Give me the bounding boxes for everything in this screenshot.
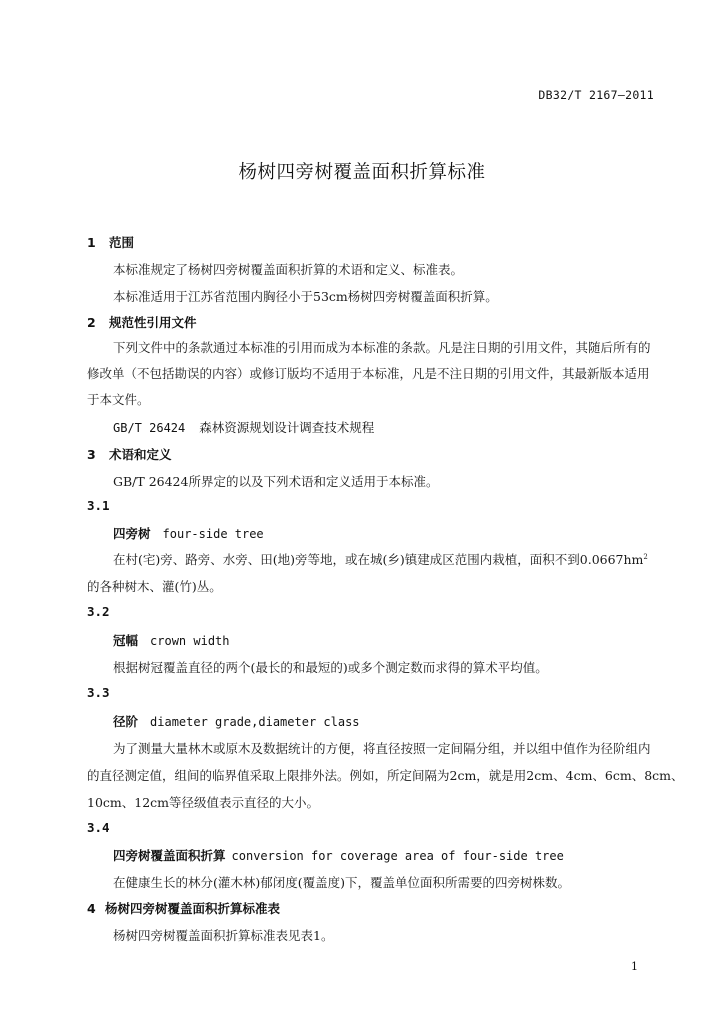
reference-title: 森林资源规划设计调查技术规程	[199, 420, 375, 435]
section-number: 4	[87, 901, 96, 916]
reference-code: GB/T 26424	[113, 421, 186, 435]
term-entry	[113, 846, 564, 864]
section-number: 3	[87, 447, 96, 462]
section-title: 规范性引用文件	[109, 315, 197, 330]
clause-number: 3.3	[87, 685, 110, 700]
section-title: 术语和定义	[109, 447, 172, 462]
clause-number: 3.1	[87, 498, 110, 513]
paragraph-line: 修改单（不包括勘误的内容）或修订版均不适用于本标准，凡是不注日期的引用文件，其最新版本适用	[87, 366, 650, 381]
term-english: crown width	[150, 634, 230, 648]
section-number: 1	[87, 235, 96, 250]
document-title: 杨树四旁树覆盖面积折算标准	[238, 162, 486, 183]
term-entry	[113, 712, 360, 730]
definition-line: 的各种树木、灌(竹)丛。	[87, 579, 222, 594]
term-chinese: 四旁树	[113, 526, 151, 541]
definition-line: 为了测量大量林木或原木及数据统计的方便，将直径按照一定间隔分组，并以组中值作为径阶组内	[113, 741, 651, 756]
definition-line: 根据树冠覆盖直径的两个(最长的和最短的)或多个测定数而求得的算术平均值。	[113, 660, 548, 675]
paragraph: 本标准适用于江苏省范围内胸径小于53cm杨树四旁树覆盖面积折算。	[113, 289, 498, 304]
clause-number: 3.4	[87, 820, 110, 835]
section-title: 范围	[109, 235, 135, 250]
term-english: diameter grade,diameter class	[150, 715, 360, 729]
page-number: 1	[631, 960, 638, 973]
paragraph-line: 于本文件。	[87, 392, 150, 407]
standard-number: DB32/T 2167—2011	[538, 88, 654, 102]
section-1-heading	[87, 233, 134, 251]
paragraph: 杨树四旁树覆盖面积折算标准表见表1。	[113, 928, 334, 943]
paragraph-line: 下列文件中的条款通过本标准的引用而成为本标准的条款。凡是注日期的引用文件，其随后所有的	[113, 340, 651, 355]
definition-line: 的直径测定值，组间的临界值采取上限排外法。例如，所定间隔为2cm，就是用2cm、4cm、6cm、8cm、	[87, 768, 684, 783]
definition-line	[113, 550, 648, 568]
section-4-heading	[87, 899, 280, 917]
term-entry	[113, 631, 230, 649]
definition-text: 在村(宅)旁、路旁、水旁、田(地)旁等地，或在城(乡)镇建成区范围内栽植，面积不到0.0667hm	[113, 552, 644, 567]
term-english: four-side tree	[162, 527, 264, 541]
paragraph: GB/T 26424所界定的以及下列术语和定义适用于本标准。	[113, 474, 439, 489]
term-chinese: 冠幅	[113, 633, 139, 648]
section-2-heading	[87, 313, 197, 331]
clause-number: 3.2	[87, 604, 110, 619]
term-chinese: 径阶	[113, 714, 139, 729]
section-number: 2	[87, 315, 96, 330]
superscript: 2	[643, 552, 648, 561]
definition-line: 在健康生长的林分(灌木林)郁闭度(覆盖度)下，覆盖单位面积所需要的四旁树株数。	[113, 875, 571, 890]
term-english: conversion for coverage area of four-side tree	[231, 849, 564, 863]
normative-reference	[113, 418, 374, 436]
term-chinese: 四旁树覆盖面积折算	[113, 848, 226, 863]
term-entry	[113, 524, 264, 542]
section-title: 杨树四旁树覆盖面积折算标准表	[105, 901, 281, 916]
paragraph: 本标准规定了杨树四旁树覆盖面积折算的术语和定义、标准表。	[113, 262, 464, 277]
definition-line: 10cm、12cm等径级值表示直径的大小。	[87, 795, 320, 810]
section-3-heading	[87, 445, 172, 463]
